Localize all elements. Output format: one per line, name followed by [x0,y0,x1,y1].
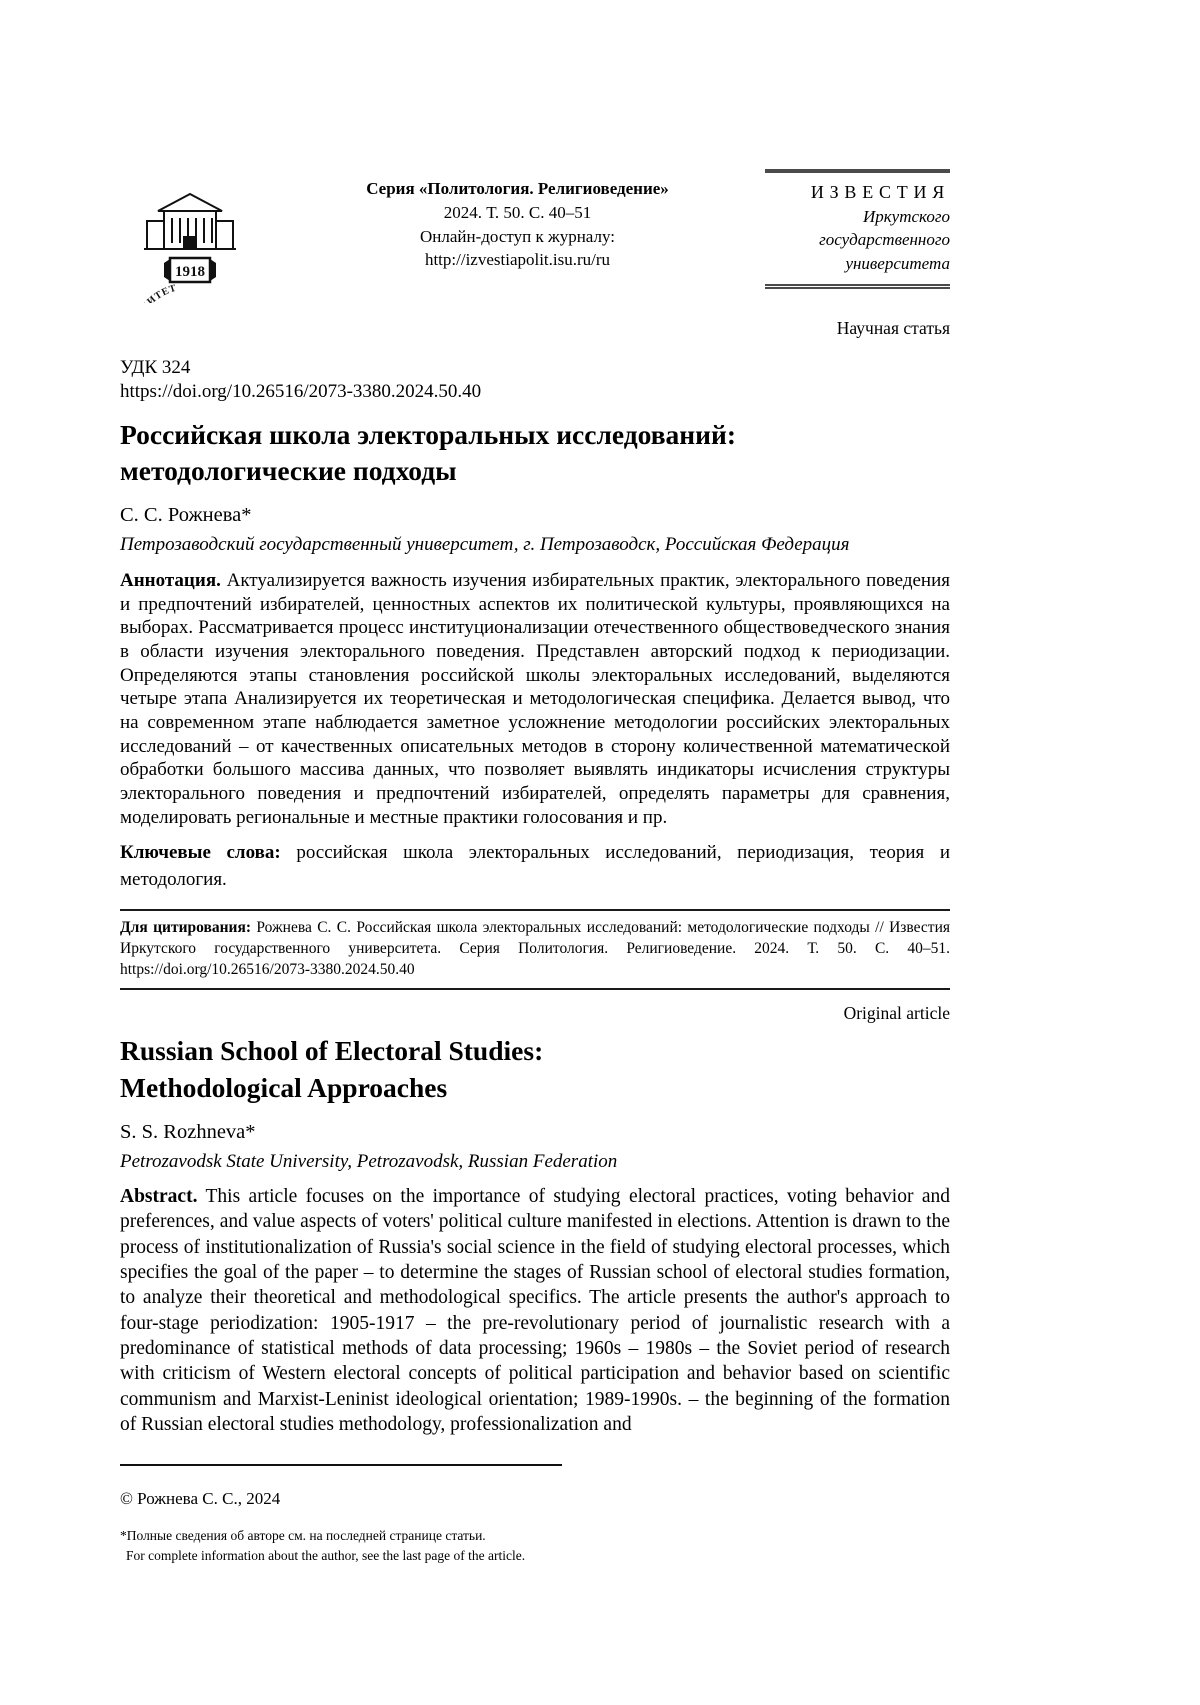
footnote-ru: *Полные сведения об авторе см. на последней странице статьи. [120,1528,486,1544]
russian-title-line-1: Российская школа электоральных исследований: [120,418,736,450]
russian-abstract [120,569,950,829]
citation-label: Для цитирования: [120,919,252,937]
article-type-en-label: Original article [843,1003,950,1024]
university-seal [120,163,260,303]
udk-number: УДК 324 [120,357,191,378]
series-access-label: Онлайн-доступ к журналу: [420,226,615,246]
journal-url-link[interactable]: http://izvestiapolit.isu.ru/ru [424,250,611,270]
citation-block [120,909,950,990]
english-title-line-2: Methodological Approaches [120,1071,448,1103]
journal-subtitle-line-2: государственного [819,230,950,250]
footnote-en: For complete information about the author, see the last page of the article. [126,1547,526,1563]
seal-year: 1918 [175,264,205,280]
seal-year-banner [164,258,216,282]
copyright-line: © Рожнева С. С., 2024 [120,1489,281,1509]
abstract-label-en: Abstract. [120,1185,198,1207]
article-type-ru-label: Научная статья [836,318,950,338]
english-abstract [120,1184,950,1437]
keywords-label-ru: Ключевые слова: [120,842,281,864]
russian-author: С. С. Рожнева* [120,504,252,527]
seal-building-icon [144,194,236,249]
russian-title-line-2: методологические подходы [120,454,457,486]
journal-rule-bottom [765,284,950,289]
journal-subtitle-line-3: университета [845,253,950,273]
abstract-text-ru: Актуализируется важность изучения избирательных практик, электорального поведения и предпочтений избирателей, ценностных аспектов их политической культуры, проявляющихся на выборах. Рассматривается процесс институционализации отечественного обществоведческого знания в области изучения электорального поведения. Представлен авторский подход к периодизации. Определяются этапы становления российской школы электоральных исследований, выделяются четыре этапа Анализируется их теоретическая и методологическая специфика. Делается вывод, что на современном этапе наблюдается заметное усложнение методологии российских электоральных исследований – от качественных описательных методов в сторону количественной математической обработки большого массива данных, что позволяет выявлять индикаторы исчисления структуры электорального поведения и предпочтений избирателей, определять параметры для сравнения, моделировать региональные и местные практики голосования и пр. [120,570,950,828]
journal-title-block [765,163,950,289]
seal-arc-text: ИТЕТ [145,282,179,303]
journal-masthead [120,163,950,305]
doi-link[interactable]: https://doi.org/10.26516/2073-3380.2024.50.40 [120,380,482,402]
journal-name: ИЗВЕСТИЯ [810,182,950,202]
abstract-text-en: This article focuses on the importance of studying electoral practices, voting behavior and preferences, and value aspects of voters' political culture manifested in elections. Attention is drawn to the process of institutionalization of Russia's social science in the field of studying electoral processes, which specifies the goal of the paper – to determine the stages of Russian school of electoral studies formation, to analyze their theoretical and methodological specifics. The article presents the author's approach to four-stage periodization: 1905-1917 – the pre-revolutionary period of journalistic research with a predominance of statistical methods of data processing; 1960s – 1980s – the Soviet period of research with criticism of Western electoral concepts of political participation and behavior based on scientific communism and Marxist-Leninist ideological orientation; 1989-1990s. – the beginning of the formation of Russian electoral studies methodology, professionalization and [120,1185,950,1436]
footnotes-block [120,1526,950,1564]
journal-subtitle-line-1: Иркутского [862,206,950,226]
english-title-line-1: Russian School of Electoral Studies: [120,1035,544,1067]
russian-title [120,417,950,490]
keywords-text-ru: российская школа электоральных исследований, периодизация, теория и методология. [120,842,950,891]
series-block [270,163,765,272]
citation-text: Рожнева С. С. Российская школа электоральных исследований: методологические подходы // Известия Иркутского государственного университета. Серия Политология. Религиоведение. 2024. Т. 50. С. 40–51. https://doi.org/10.26516/2073-3380.2024.50.40 [120,919,950,978]
english-author: S. S. Rozhneva* [120,1120,256,1143]
russian-affiliation: Петрозаводский государственный университет, г. Петрозаводск, Российская Федерация [120,534,850,556]
series-title: Серия «Политология. Религиоведение» [366,179,669,198]
series-volume-pages: 2024. Т. 50. С. 40–51 [443,202,592,222]
svg-text:ИРКУТСКИЙ ГОСУДАРСТВЕННЫЙ УНИВ [126,283,254,303]
english-affiliation: Petrozavodsk State University, Petrozavodsk, Russian Federation [120,1150,618,1172]
university-seal-graphic [120,163,260,303]
journal-rule-top [765,169,950,173]
footnote-rule [120,1464,562,1466]
russian-keywords [120,840,950,894]
abstract-label-ru: Аннотация. [120,570,221,592]
english-title [120,1033,950,1106]
